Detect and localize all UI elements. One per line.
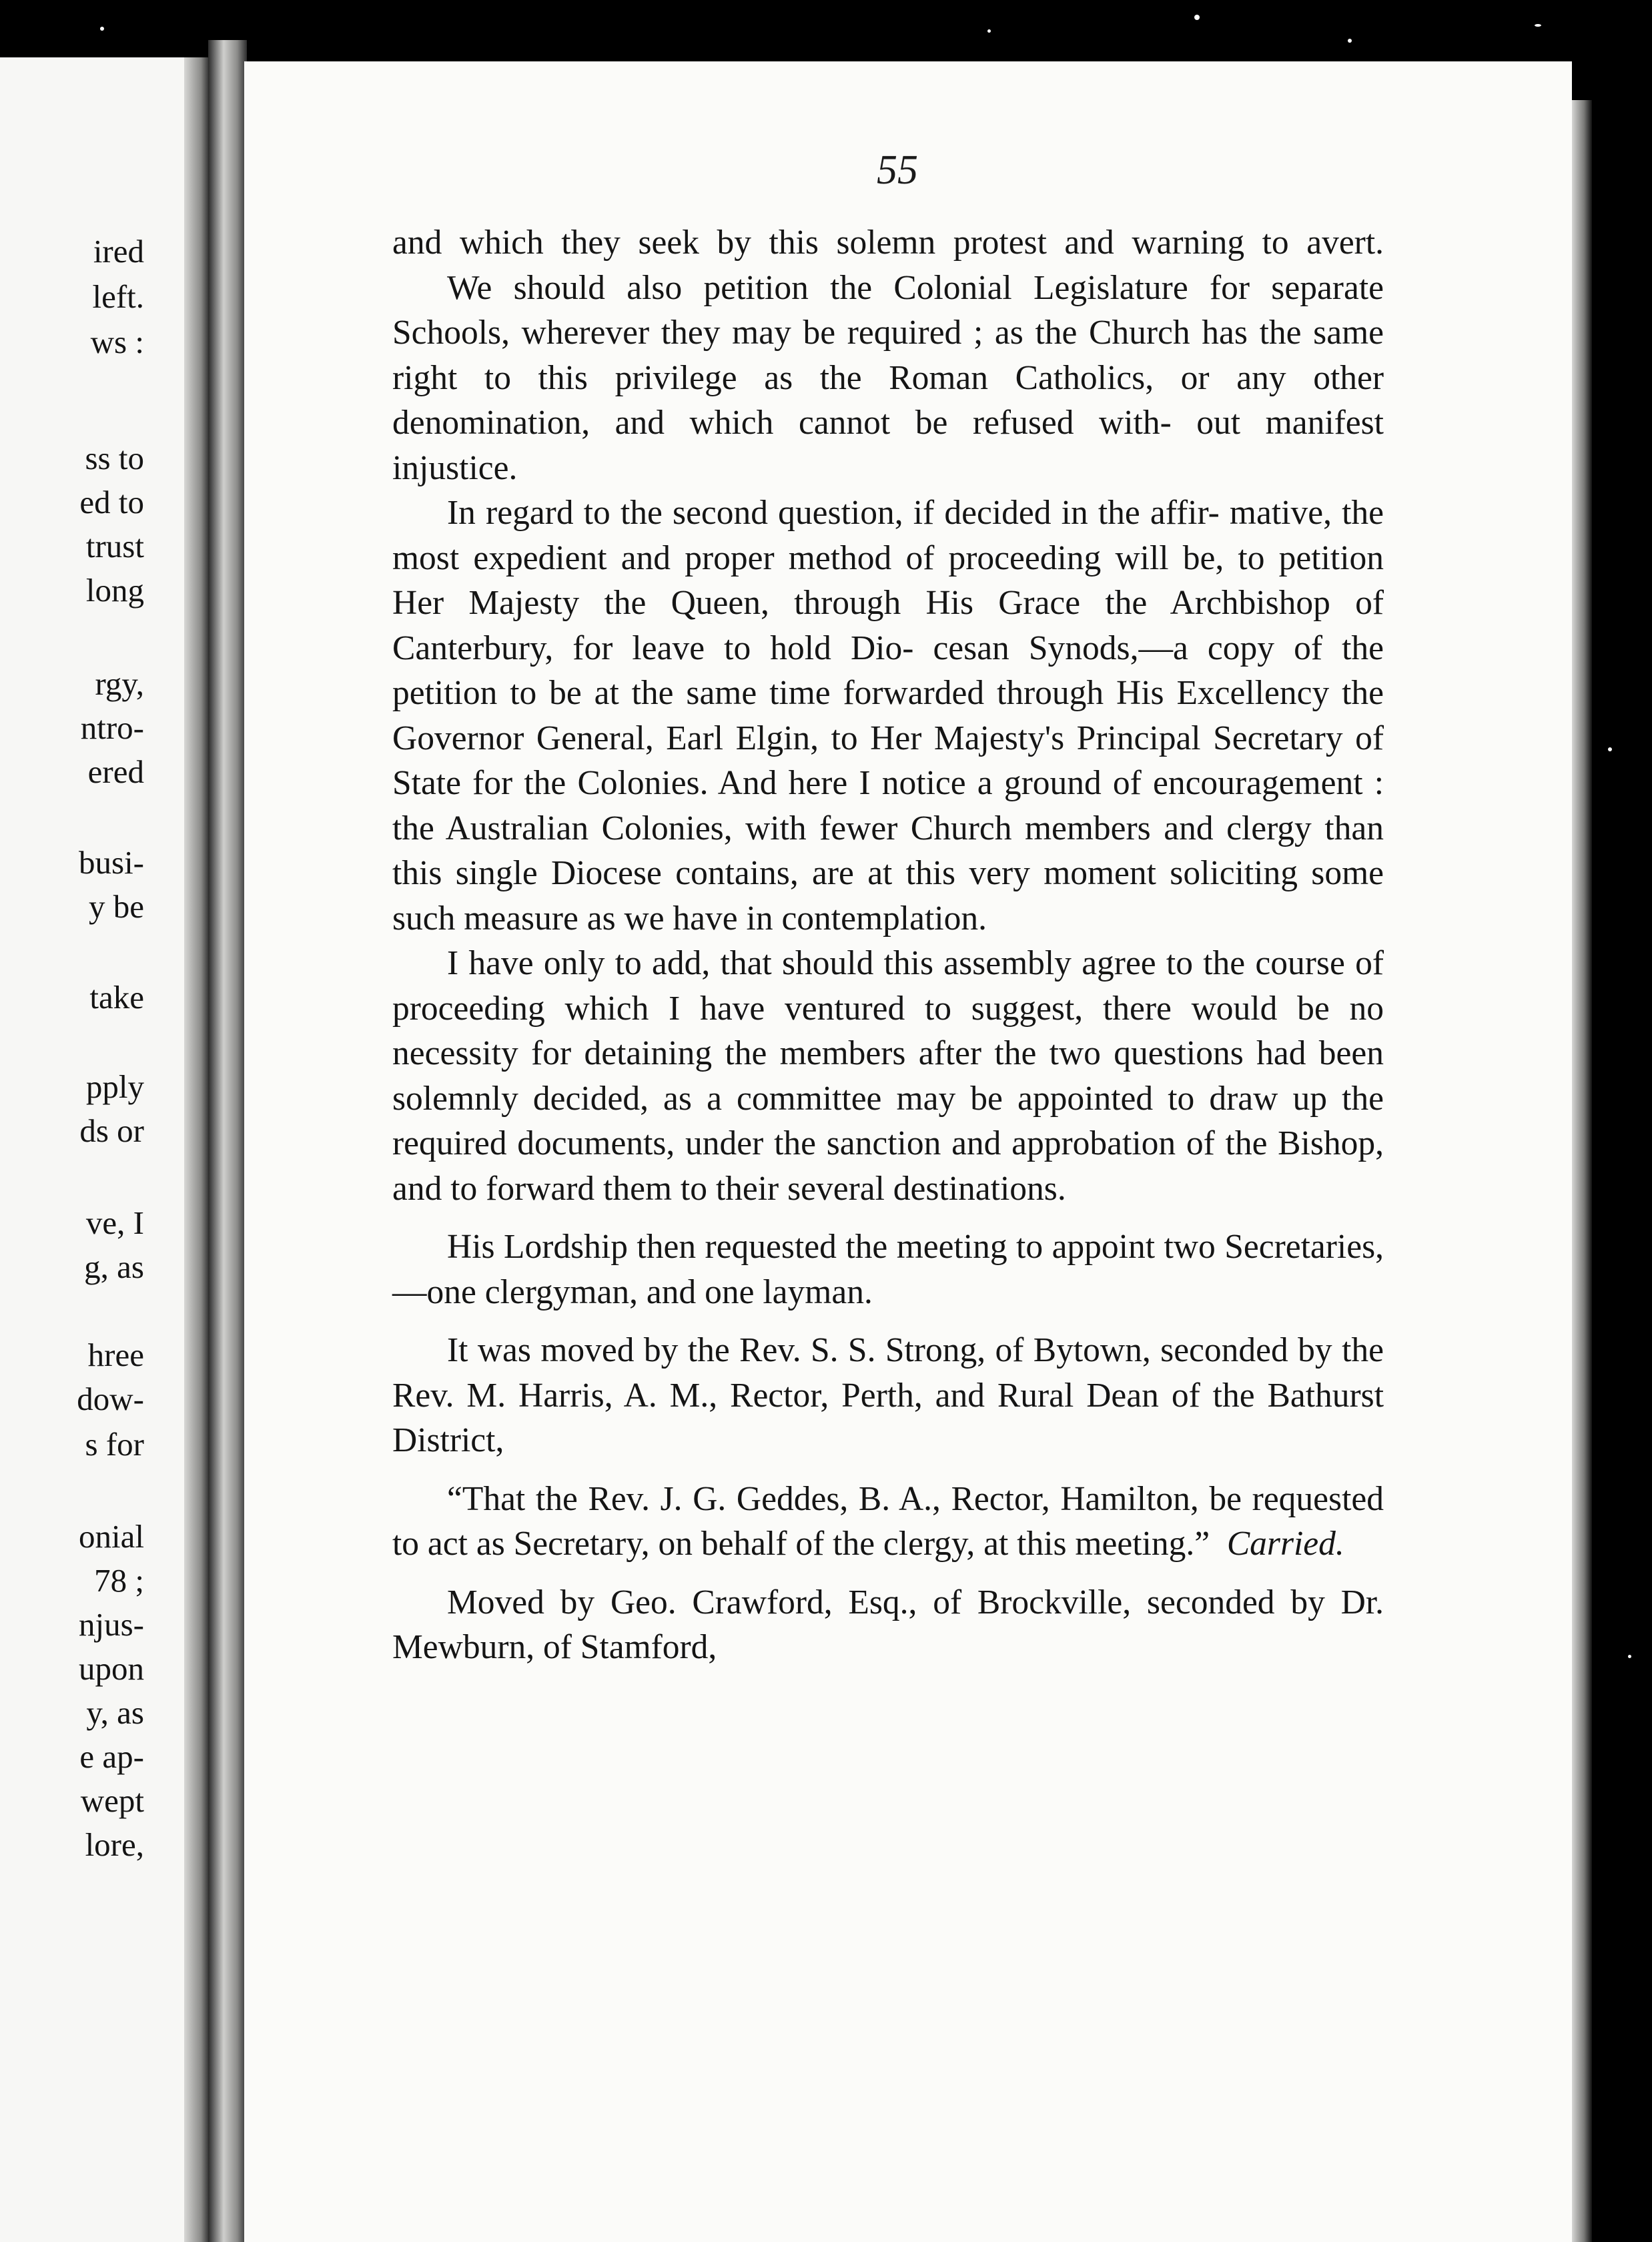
previous-page-line-fragment: ds or	[79, 1112, 144, 1149]
scan-speck	[987, 29, 991, 33]
previous-page-line-fragment: rgy,	[95, 665, 144, 702]
previous-page-line-fragment: ired	[93, 233, 144, 270]
paragraph-4: I have only to add, that should this assembly agree to the course of proceeding which I have ventured to suggest, there would be no necessity for detaining the members after the two questions had been solemnly decided, as a committee may be appointed to draw up the required documents, under the sanction and approbation of the Bishop, and to forward them to their several destinations.	[392, 944, 1384, 1208]
previous-page-line-fragment: ve, I	[85, 1204, 144, 1241]
previous-page-line-fragment: y, as	[86, 1694, 144, 1731]
previous-page-line-fragment: 78 ;	[94, 1562, 144, 1599]
paragraph-1: and which they seek by this solemn protest and warning to avert.	[392, 224, 1384, 262]
previous-page-line-fragment: lore,	[85, 1826, 144, 1863]
book-binding	[208, 40, 247, 2242]
previous-page-line-fragment: hree	[87, 1337, 144, 1373]
previous-page-line-fragment: long	[85, 572, 144, 609]
page	[244, 61, 1572, 2242]
previous-page-line-fragment: njus-	[79, 1606, 144, 1643]
previous-page-line-fragment: ss to	[85, 440, 144, 476]
previous-page-line-fragment: wept	[80, 1782, 144, 1819]
previous-page-line-fragment: take	[89, 979, 144, 1016]
previous-page-line-fragment: ed to	[79, 484, 144, 520]
scan-speck	[1628, 1655, 1631, 1658]
paragraph-7: “That the Rev. J. G. Geddes, B. A., Rector, Hamilton, be requested to act as Secretary, on behalf of the clergy, at this meeting.” Carried.	[392, 1479, 1384, 1563]
scan-speck	[1608, 747, 1612, 751]
paragraph-8: Moved by Geo. Crawford, Esq., of Brockville, seconded by Dr. Mewburn, of Stamford,	[392, 1583, 1384, 1666]
previous-page-sliver	[0, 57, 208, 2242]
scan-speck	[1348, 39, 1352, 43]
paragraph-6: It was moved by the Rev. S. S. Strong, of Bytown, seconded by the Rev. M. Harris, A. M., Rector, Perth, and Rural Dean of the Bathurst District,	[392, 1331, 1384, 1459]
paragraph-3: In regard to the second question, if decided in the affir- mative, the most expedient and proper method of proceeding will be, to petition Her Majesty the Queen, through His Grace the Archbishop of Canterbury, for leave to hold Dio- cesan Synods,—a copy of the petition to be at the same time forwarded through His Excellency the Governor General, Earl Elgin, to Her Majesty's Principal Secretary of State for the Colonies. And here I notice a ground of encouragement : the Australian Colonies, with fewer Church members and clergy than this single Diocese contains, are at this very moment soliciting some such measure as we have in contemplation.	[392, 494, 1384, 938]
previous-page-line-fragment: dow-	[77, 1381, 144, 1417]
previous-page-line-fragment: s for	[85, 1426, 144, 1463]
previous-page-line-fragment: y be	[89, 888, 144, 925]
paragraph-5: His Lordship then requested the meeting to appoint two Secretaries,—one clergyman, and one layman.	[392, 1228, 1384, 1311]
previous-page-line-fragment: busi-	[79, 844, 144, 881]
previous-page-line-fragment: ws :	[90, 324, 144, 360]
previous-page-line-fragment: ntro-	[80, 709, 144, 746]
previous-page-line-fragment: pply	[85, 1068, 144, 1105]
page-edge-shadow	[1572, 100, 1592, 2242]
scan-speck	[1194, 15, 1200, 20]
previous-page-line-fragment: g, as	[84, 1248, 144, 1285]
previous-page-line-fragment: left.	[92, 278, 144, 315]
scan-speck	[100, 27, 104, 31]
page-number: 55	[877, 147, 918, 193]
previous-page-line-fragment: trust	[85, 528, 144, 565]
paragraph-2: We should also petition the Colonial Legislature for separate Schools, wherever they may be required ; as the Church has the same right to this privilege as the Roman Catholics, or any other denomination, and which cannot be refused with- out manifest injustice.	[392, 268, 1384, 487]
previous-page-line-fragment: onial	[79, 1518, 144, 1555]
carried-note: Carried.	[1226, 1525, 1344, 1563]
left-page-gutter	[184, 57, 208, 2242]
previous-page-line-fragment: ered	[87, 753, 144, 790]
page-body	[392, 220, 1384, 1670]
scan-speck	[1535, 24, 1541, 27]
previous-page-line-fragment: e ap-	[79, 1738, 144, 1775]
previous-page-line-fragment: upon	[79, 1650, 144, 1687]
